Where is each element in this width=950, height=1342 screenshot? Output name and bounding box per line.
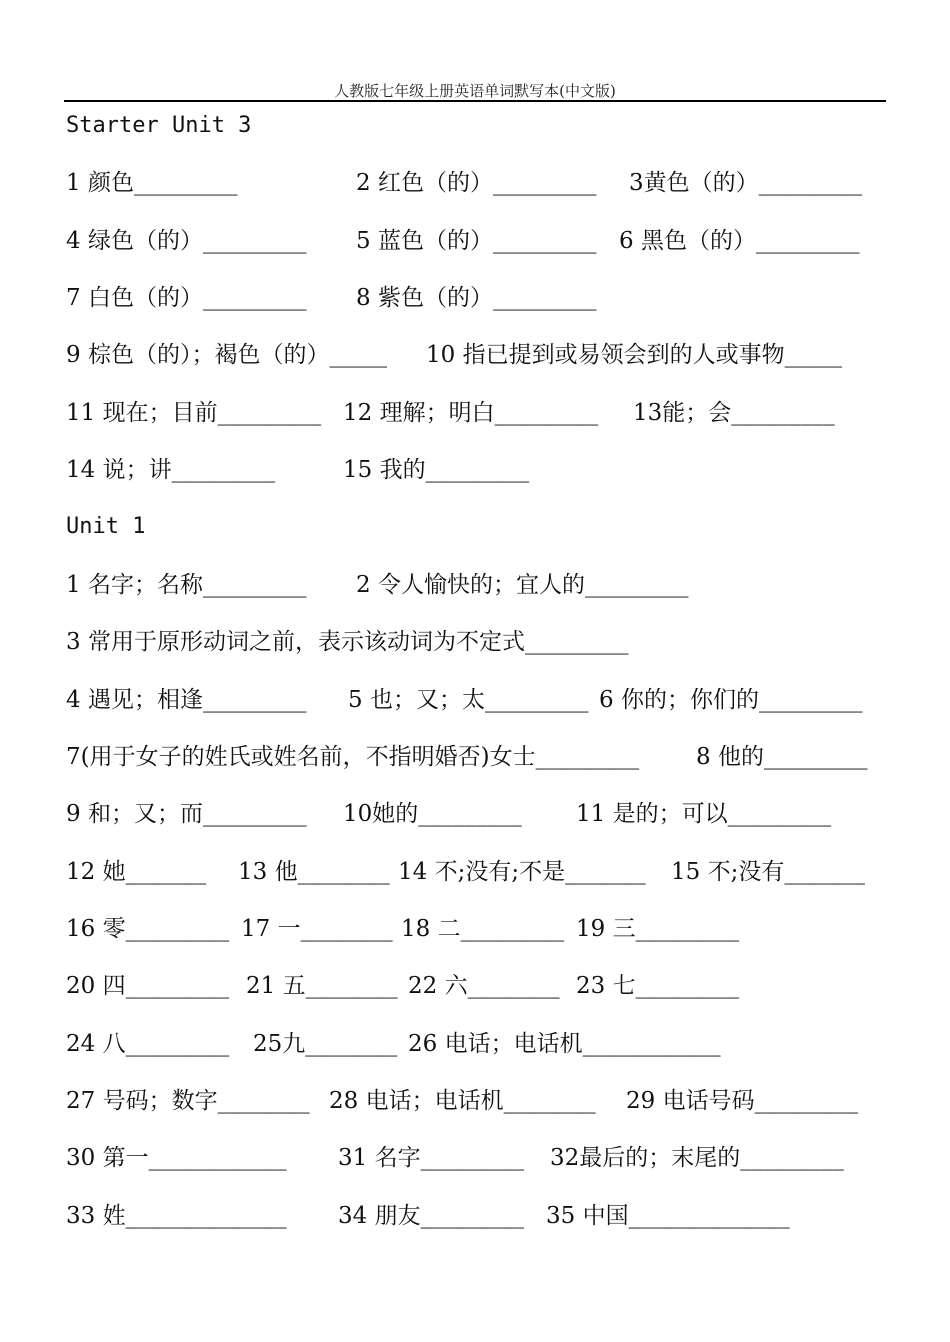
vocab-item: 24 八_________ xyxy=(66,1030,230,1057)
vocab-item: 1 颜色_________ xyxy=(66,170,238,197)
worksheet-line xyxy=(66,167,886,199)
vocab-item: 32最后的；末尾的_________ xyxy=(550,1145,844,1172)
worksheet-line xyxy=(66,1085,886,1117)
vocab-item: 25九________ xyxy=(253,1030,398,1057)
vocab-item: 3 常用于原形动词之前，表示该动词为不定式_________ xyxy=(66,629,629,656)
vocab-item: 8 他的_________ xyxy=(696,743,868,770)
vocab-item: 34 朋友_________ xyxy=(338,1202,525,1229)
vocab-item: 14 不;没有;不是_______ xyxy=(398,858,646,885)
vocab-item: 5 蓝色（的）_________ xyxy=(356,227,597,254)
vocab-item: 18 二_________ xyxy=(401,915,565,942)
vocab-item: 27 号码；数字________ xyxy=(66,1087,310,1114)
worksheet-line xyxy=(66,282,886,314)
vocab-item: 33 姓______________ xyxy=(66,1202,287,1229)
vocab-item: 28 电话；电话机________ xyxy=(329,1087,596,1114)
worksheet-line xyxy=(66,397,886,429)
vocab-item: 22 六________ xyxy=(408,973,560,1000)
vocab-item: 4 遇见；相逢_________ xyxy=(66,686,307,713)
vocab-item: 6 你的；你们的_________ xyxy=(599,686,863,713)
vocab-item: 19 三_________ xyxy=(576,915,740,942)
vocab-item: 13 他________ xyxy=(238,858,390,885)
vocab-item: 15 不;没有_______ xyxy=(671,858,865,885)
worksheet-line xyxy=(66,913,886,945)
vocab-item: 2 令人愉快的；宜人的_________ xyxy=(356,571,689,598)
vocab-item: 2 红色（的）_________ xyxy=(356,170,597,197)
vocab-item: 9 和；又；而_________ xyxy=(66,801,307,828)
vocab-item: 17 一________ xyxy=(241,915,393,942)
vocab-item: 5 也；又；太_________ xyxy=(348,686,589,713)
vocab-item: 13能；会_________ xyxy=(633,399,835,426)
worksheet-line xyxy=(66,1200,886,1232)
worksheet-line xyxy=(66,454,886,486)
page-header: 人教版七年级上册英语单词默写本(中文版) xyxy=(334,82,616,100)
vocab-item: 14 说；讲_________ xyxy=(66,457,276,484)
vocab-item: 30 第一____________ xyxy=(66,1145,287,1172)
header-rule xyxy=(64,100,886,102)
vocab-item: 9 棕色（的）；褐色（的）_____ xyxy=(66,342,387,369)
worksheet-line xyxy=(66,970,886,1002)
worksheet-line xyxy=(66,856,886,888)
vocab-item: 10 指已提到或易领会到的人或事物_____ xyxy=(426,342,843,369)
worksheet-line xyxy=(66,225,886,257)
vocab-item: 20 四_________ xyxy=(66,973,230,1000)
section-title: Unit 1 xyxy=(66,514,146,540)
vocab-item: 26 电话；电话机____________ xyxy=(408,1030,721,1057)
worksheet-line xyxy=(66,1142,886,1174)
vocab-item: 35 中国______________ xyxy=(546,1202,790,1229)
vocab-item: 12 她_______ xyxy=(66,858,207,885)
vocab-item: 11 现在；目前_________ xyxy=(66,399,322,426)
worksheet-line xyxy=(66,569,886,601)
worksheet-line xyxy=(66,339,886,371)
worksheet-line xyxy=(66,626,886,658)
vocab-item: 29 电话号码_________ xyxy=(626,1087,859,1114)
vocab-item: 1 名字；名称_________ xyxy=(66,571,307,598)
vocab-item: 21 五________ xyxy=(246,973,398,1000)
vocab-item: 10她的_________ xyxy=(343,801,522,828)
vocab-item: 8 紫色（的）_________ xyxy=(356,285,597,312)
vocab-item: 7(用于女子的姓氏或姓名前，不指明婚否)女士_________ xyxy=(66,743,640,770)
vocab-item: 4 绿色（的）_________ xyxy=(66,227,307,254)
vocab-item: 31 名字_________ xyxy=(338,1145,525,1172)
worksheet-line xyxy=(66,684,886,716)
vocab-item: 15 我的_________ xyxy=(343,457,530,484)
vocab-item: 12 理解；明白_________ xyxy=(343,399,599,426)
vocab-item: 7 白色（的）_________ xyxy=(66,285,307,312)
vocab-item: 6 黑色（的）_________ xyxy=(619,227,860,254)
vocab-item: 3黄色（的）_________ xyxy=(629,170,863,197)
worksheet-line xyxy=(66,741,886,773)
section-title: Starter Unit 3 xyxy=(66,113,252,138)
worksheet-line xyxy=(66,798,886,830)
vocab-item: 23 七_________ xyxy=(576,973,740,1000)
vocab-item: 16 零_________ xyxy=(66,915,230,942)
worksheet-line xyxy=(66,1028,886,1060)
vocab-item: 11 是的；可以_________ xyxy=(576,801,832,828)
